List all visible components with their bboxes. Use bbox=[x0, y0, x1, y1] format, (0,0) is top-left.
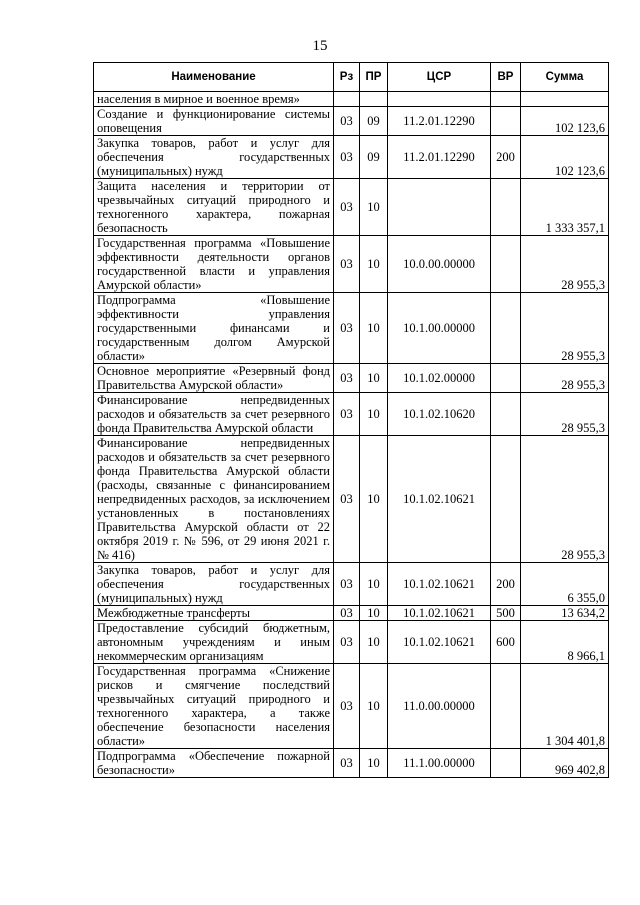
cell-vr bbox=[491, 664, 521, 749]
cell-sum: 102 123,6 bbox=[521, 107, 609, 136]
cell-vr bbox=[491, 364, 521, 393]
cell-pr: 10 bbox=[360, 293, 388, 364]
header-sum: Сумма bbox=[521, 63, 609, 92]
cell-rz: 03 bbox=[334, 393, 360, 436]
cell-sum bbox=[521, 92, 609, 107]
cell-vr bbox=[491, 293, 521, 364]
cell-rz: 03 bbox=[334, 236, 360, 293]
cell-rz: 03 bbox=[334, 749, 360, 778]
cell-pr: 10 bbox=[360, 621, 388, 664]
cell-csr: 10.1.02.00000 bbox=[388, 364, 491, 393]
cell-csr: 10.1.02.10621 bbox=[388, 563, 491, 606]
cell-sum: 1 333 357,1 bbox=[521, 179, 609, 236]
table-row bbox=[94, 563, 609, 606]
header-csr: ЦСР bbox=[388, 63, 491, 92]
cell-sum: 8 966,1 bbox=[521, 621, 609, 664]
table-row bbox=[94, 606, 609, 621]
table-header bbox=[94, 63, 609, 92]
cell-pr: 10 bbox=[360, 393, 388, 436]
cell-pr: 10 bbox=[360, 179, 388, 236]
cell-rz: 03 bbox=[334, 563, 360, 606]
cell-name: Межбюджетные трансферты bbox=[94, 606, 334, 621]
cell-name: Основное мероприятие «Резервный фонд Правительства Амурской области» bbox=[94, 364, 334, 393]
cell-sum: 28 955,3 bbox=[521, 364, 609, 393]
table-row bbox=[94, 364, 609, 393]
cell-rz: 03 bbox=[334, 664, 360, 749]
cell-vr: 500 bbox=[491, 606, 521, 621]
cell-pr: 10 bbox=[360, 749, 388, 778]
cell-pr: 10 bbox=[360, 664, 388, 749]
cell-csr bbox=[388, 179, 491, 236]
cell-vr bbox=[491, 749, 521, 778]
cell-pr: 10 bbox=[360, 236, 388, 293]
cell-rz bbox=[334, 92, 360, 107]
cell-sum: 969 402,8 bbox=[521, 749, 609, 778]
table-row bbox=[94, 621, 609, 664]
header-rz: Рз bbox=[334, 63, 360, 92]
cell-rz: 03 bbox=[334, 621, 360, 664]
cell-csr: 10.1.02.10621 bbox=[388, 436, 491, 563]
cell-name: Подпрограмма «Повышение эффективности управления государственными финансами и государственным долгом Амурской области» bbox=[94, 293, 334, 364]
cell-csr: 10.0.00.00000 bbox=[388, 236, 491, 293]
cell-name: Финансирование непредвиденных расходов и обязательств за счет резервного фонда Правительства Амурской области (расходы, связанные с финансированием непредвиденных расходов, за исключением установленных в постановлениях Правительства Амурской области от 22 октября 2019 г. № 596, от 29 июня 2021 г. № 416) bbox=[94, 436, 334, 563]
budget-table bbox=[93, 62, 609, 778]
cell-name: Предоставление субсидий бюджетным, автономным учреждениям и иным некоммерческим организациям bbox=[94, 621, 334, 664]
cell-csr: 11.2.01.12290 bbox=[388, 136, 491, 179]
cell-sum: 28 955,3 bbox=[521, 436, 609, 563]
cell-name: Закупка товаров, работ и услуг для обеспечения государственных (муниципальных) нужд bbox=[94, 136, 334, 179]
header-name: Наименование bbox=[94, 63, 334, 92]
cell-sum: 13 634,2 bbox=[521, 606, 609, 621]
cell-csr: 10.1.00.00000 bbox=[388, 293, 491, 364]
cell-csr: 10.1.02.10621 bbox=[388, 606, 491, 621]
cell-name: Закупка товаров, работ и услуг для обеспечения государственных (муниципальных) нужд bbox=[94, 563, 334, 606]
cell-name: Создание и функционирование системы оповещения bbox=[94, 107, 334, 136]
cell-csr: 10.1.02.10620 bbox=[388, 393, 491, 436]
header-vr: ВР bbox=[491, 63, 521, 92]
cell-vr: 200 bbox=[491, 136, 521, 179]
table-row bbox=[94, 393, 609, 436]
cell-sum: 102 123,6 bbox=[521, 136, 609, 179]
cell-vr bbox=[491, 393, 521, 436]
page-number: 15 bbox=[312, 38, 328, 54]
cell-rz: 03 bbox=[334, 293, 360, 364]
cell-pr: 10 bbox=[360, 563, 388, 606]
cell-rz: 03 bbox=[334, 364, 360, 393]
cell-vr bbox=[491, 92, 521, 107]
cell-name: Государственная программа «Повышение эффективности деятельности органов государственной власти и управления Амурской области» bbox=[94, 236, 334, 293]
cell-csr: 11.0.00.00000 bbox=[388, 664, 491, 749]
cell-pr bbox=[360, 92, 388, 107]
cell-sum: 28 955,3 bbox=[521, 236, 609, 293]
cell-vr: 200 bbox=[491, 563, 521, 606]
table-row bbox=[94, 293, 609, 364]
cell-pr: 09 bbox=[360, 136, 388, 179]
table-row bbox=[94, 749, 609, 778]
table-row bbox=[94, 664, 609, 749]
cell-name: Финансирование непредвиденных расходов и обязательств за счет резервного фонда Правительства Амурской области bbox=[94, 393, 334, 436]
cell-name: Защита населения и территории от чрезвычайных ситуаций природного и техногенного характера, пожарная безопасность bbox=[94, 179, 334, 236]
cell-csr bbox=[388, 92, 491, 107]
cell-name: Подпрограмма «Обеспечение пожарной безопасности» bbox=[94, 749, 334, 778]
cell-pr: 10 bbox=[360, 436, 388, 563]
cell-csr: 10.1.02.10621 bbox=[388, 621, 491, 664]
cell-name: Государственная программа «Снижение рисков и смягчение последствий чрезвычайных ситуаций природного и техногенного характера, а также обеспечение безопасности населения области» bbox=[94, 664, 334, 749]
cell-vr bbox=[491, 236, 521, 293]
cell-pr: 10 bbox=[360, 606, 388, 621]
cell-rz: 03 bbox=[334, 136, 360, 179]
cell-sum: 1 304 401,8 bbox=[521, 664, 609, 749]
cell-rz: 03 bbox=[334, 606, 360, 621]
table-row bbox=[94, 179, 609, 236]
table-row bbox=[94, 136, 609, 179]
cell-csr: 11.2.01.12290 bbox=[388, 107, 491, 136]
cell-pr: 10 bbox=[360, 364, 388, 393]
table-row bbox=[94, 236, 609, 293]
cell-rz: 03 bbox=[334, 436, 360, 563]
cell-vr bbox=[491, 436, 521, 563]
table-body bbox=[94, 92, 609, 778]
cell-sum: 28 955,3 bbox=[521, 293, 609, 364]
cell-vr bbox=[491, 179, 521, 236]
cell-sum: 28 955,3 bbox=[521, 393, 609, 436]
table-row bbox=[94, 107, 609, 136]
cell-vr: 600 bbox=[491, 621, 521, 664]
cell-sum: 6 355,0 bbox=[521, 563, 609, 606]
cell-csr: 11.1.00.00000 bbox=[388, 749, 491, 778]
cell-pr: 09 bbox=[360, 107, 388, 136]
table-row bbox=[94, 92, 609, 107]
table-row bbox=[94, 436, 609, 563]
cell-rz: 03 bbox=[334, 107, 360, 136]
cell-vr bbox=[491, 107, 521, 136]
header-row bbox=[94, 63, 609, 92]
cell-name: населения в мирное и военное время» bbox=[94, 92, 334, 107]
cell-rz: 03 bbox=[334, 179, 360, 236]
header-pr: ПР bbox=[360, 63, 388, 92]
